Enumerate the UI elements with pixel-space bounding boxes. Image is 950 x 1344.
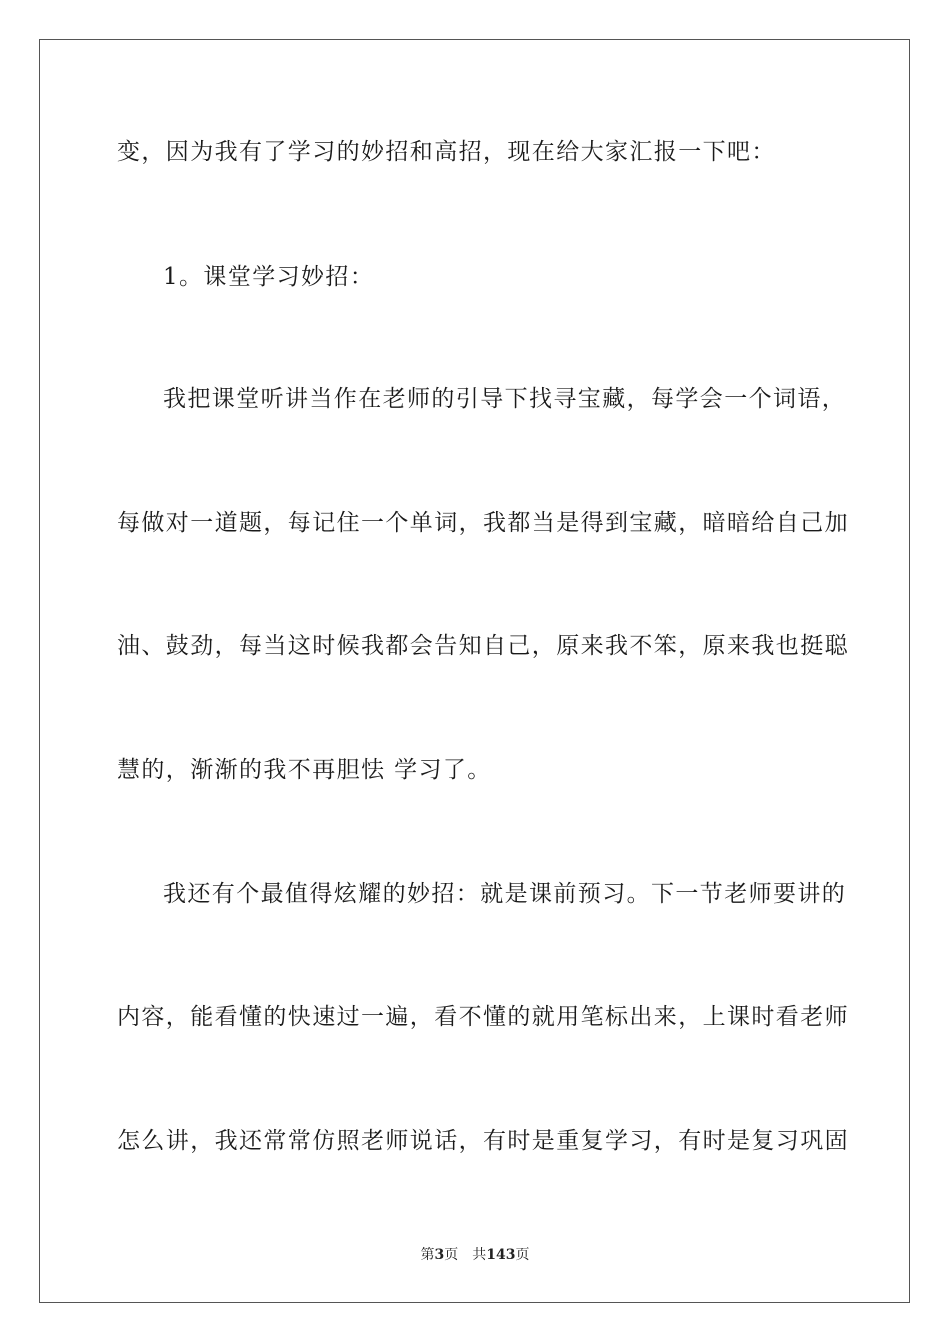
text-line-2: 1。课堂学习妙招：	[163, 264, 375, 290]
page-prefix: 第	[420, 1247, 435, 1263]
text-line-3: 我把课堂听讲当作在老师的引导下找寻宝藏，每学会一个词语，	[163, 386, 847, 412]
text-line-4: 每做对一道题，每记住一个单词，我都当是得到宝藏，暗暗给自己加	[117, 510, 849, 536]
text-line-5: 油、鼓劲，每当这时候我都会告知自己，原来我不笨，原来我也挺聪	[117, 633, 849, 659]
text-line-1: 变，因为我有了学习的妙招和高招，现在给大家汇报一下吧：	[117, 139, 776, 165]
total-suffix: 页	[515, 1247, 530, 1263]
page-footer	[0, 1246, 950, 1264]
text-line-7: 我还有个最值得炫耀的妙招：就是课前预习。下一节老师要讲的	[163, 881, 847, 907]
text-line-6: 慧的，渐渐的我不再胆怯 学习了。	[117, 757, 492, 783]
text-line-8: 内容，能看懂的快速过一遍，看不懂的就用笔标出来，上课时看老师	[117, 1004, 849, 1030]
page-number: 3	[434, 1247, 445, 1263]
page-suffix: 页	[444, 1247, 459, 1263]
page-border	[39, 39, 910, 1303]
text-line-9: 怎么讲，我还常常仿照老师说话，有时是重复学习，有时是复习巩固	[117, 1128, 849, 1154]
total-prefix: 共	[472, 1247, 487, 1263]
total-pages: 143	[486, 1247, 516, 1263]
